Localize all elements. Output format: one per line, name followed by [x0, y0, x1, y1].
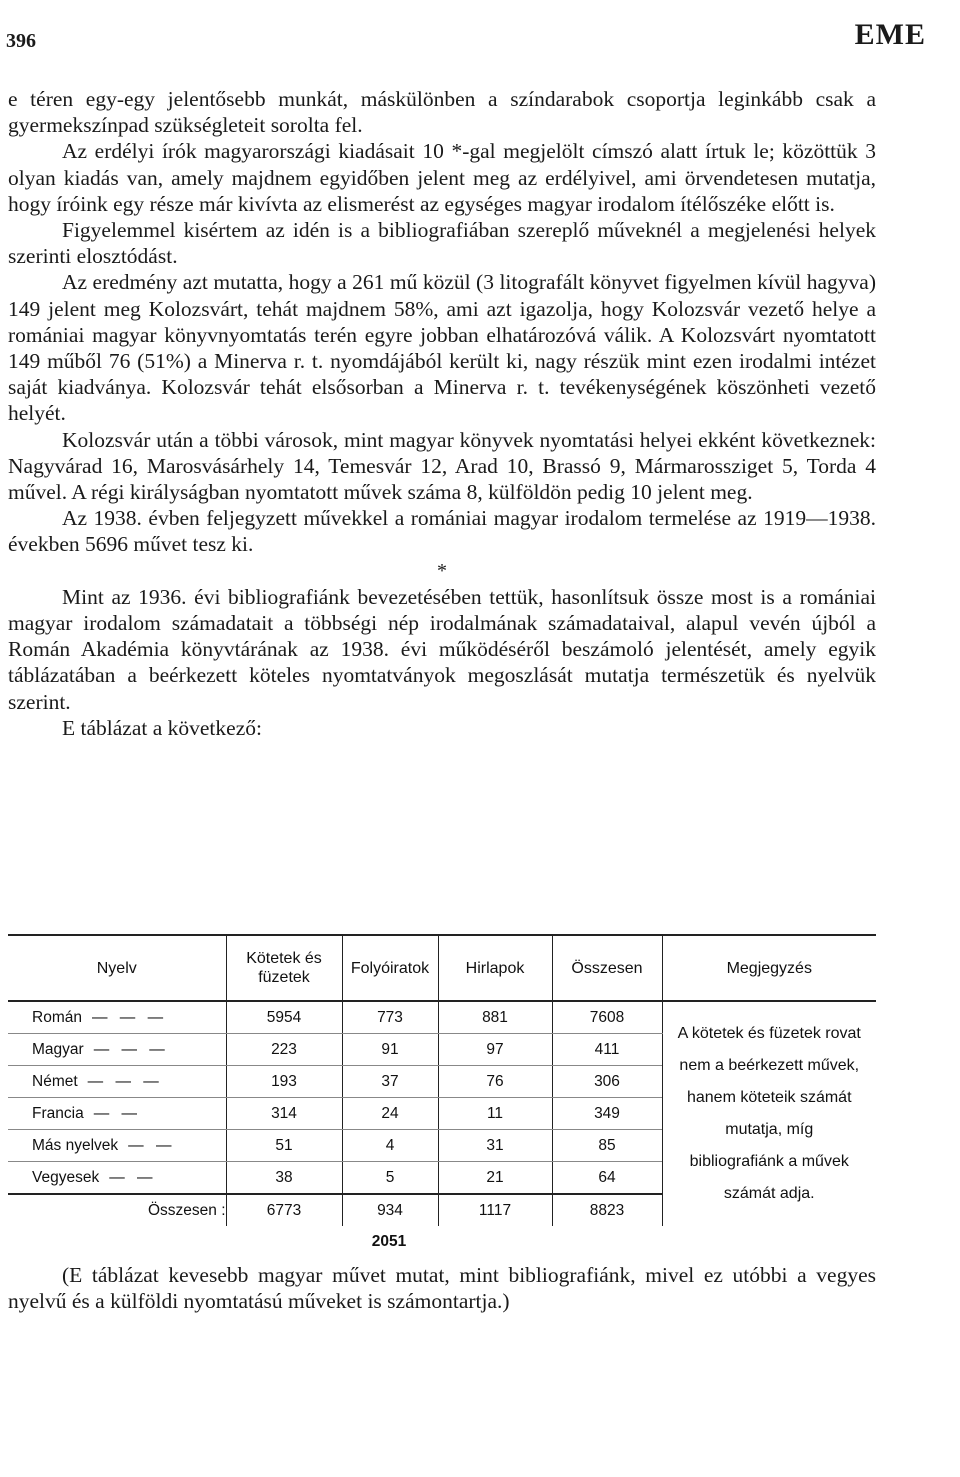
language-cell: [8, 1098, 226, 1130]
paragraph: Kolozsvár után a többi városok, mint magyar könyvek nyomtatási helyei ekként következnek: Nagyvárad 16, Marosvásárhely 14, Temesvár 12, Arad 10, Brassó 9, Mármarossziget 5, Torda 4 művel. A régi királyságban nyomtatott művek száma 8, külföldön pedig 10 jelent meg.: [8, 427, 876, 505]
total-cell: 7608: [552, 1001, 662, 1034]
newspapers-cell: 21: [438, 1162, 552, 1195]
totals-label: Összesen :: [147, 1201, 226, 1219]
column-header-books: Kötetek és füzetek: [226, 935, 342, 1001]
column-header-language: Nyelv: [8, 935, 226, 1001]
books-cell: 5954: [226, 1001, 342, 1034]
paragraph: Mint az 1936. évi bibliografiánk bevezetésében tettük, hasonlítsuk össze most is a romániai magyar irodalom számadatait a többségi nép irodalmának számadataival, alapul vevén újból a Román Akadémia könyvtárának az 1938. évi működéséről beszámoló jelentését, amely egyik táblázatában a beérkezett köteles nyomtatványok megoszlását mutatja természetük és nyelvük szerint.: [8, 584, 876, 714]
column-header-notes: Megjegyzés: [662, 935, 876, 1001]
section-separator: *: [437, 559, 447, 582]
newspapers-cell: 881: [438, 1001, 552, 1034]
newspapers-cell: 11: [438, 1098, 552, 1130]
language-name: Német: [32, 1072, 78, 1090]
periodicals-total: 934: [342, 1194, 438, 1226]
leader-dashes: — —: [109, 1168, 157, 1186]
grand-total-spacer: [552, 1226, 662, 1257]
notes-cell: A kötetek és füzetek rovat nem a beérkezett művek, hanem köteteik számát mutatja, míg bibliografiánk a művek számát adja.: [662, 1001, 876, 1226]
grand-total-spacer: [8, 1226, 226, 1257]
language-name: Francia: [32, 1104, 84, 1122]
periodicals-cell: 24: [342, 1098, 438, 1130]
table-row: [8, 1001, 876, 1034]
paragraph: e téren egy-egy jelentősebb munkát, máskülönben a színdarabok csoportja leginkább csak a gyermekszínpad szükségleteit sorolta fel.: [8, 87, 876, 138]
paragraph: (E táblázat kevesebb magyar művet mutat, mint bibliografiánk, mivel ez utóbbi a vegyes nyelvű és a külföldi nyomtatású műveket is számontartja.): [8, 1263, 876, 1314]
newspapers-cell: 31: [438, 1130, 552, 1162]
paragraph: Az eredmény azt mutatta, hogy a 261 mű közül (3 litografált könyvet figyelmen kívül hagyva) 149 jelent meg Kolozsvárt, tehát majdnem 58%, ami azt igazolja, hogy Kolozsvár vezető helye a romániai magyar könyvnyomtatás terén egyre jobban elhatározóvá válik. A Kolozsvárt nyomtatott 149 műből 76 (51%) a Minerva r. t. nyomdájából került ki, nagy részük mint ezen irodalmi intézet saját kiadványa. Kolozsvár tehát elsősorban a Minerva r. t. tevékenységének köszönheti vezető helyét.: [8, 270, 876, 426]
total-cell: 411: [552, 1034, 662, 1066]
periodicals-cell: 773: [342, 1001, 438, 1034]
language-name: Magyar: [32, 1040, 84, 1058]
column-header-total: Összesen: [552, 935, 662, 1001]
books-cell: 51: [226, 1130, 342, 1162]
page-number: 396: [6, 30, 36, 52]
leader-dashes: — — —: [93, 1040, 169, 1058]
paragraph: Az 1938. évben feljegyzett művekkel a romániai magyar irodalom termelése az 1919—1938. években 5696 művet tesz ki.: [8, 506, 876, 557]
grand-total-row: [8, 1226, 876, 1257]
books-cell: 314: [226, 1098, 342, 1130]
language-cell: [8, 1066, 226, 1098]
books-cell: 38: [226, 1162, 342, 1195]
books-cell: 193: [226, 1066, 342, 1098]
grand-total-cell: 8823: [552, 1194, 662, 1226]
language-cell: [8, 1162, 226, 1195]
books-total: 6773: [226, 1194, 342, 1226]
newspapers-cell: 76: [438, 1066, 552, 1098]
total-cell: 85: [552, 1130, 662, 1162]
language-name: Vegyesek: [32, 1168, 100, 1186]
paragraph: Az erdélyi írók magyarországi kiadásait 10 *-gal megjelölt címszó alatt írtuk le; közöttük 3 olyan kiadás van, amely majdnem egyidőben jelent meg az erdélyivel, ami örvendetesen mutatja, hogy íróink egy része már kivívta az elismerést az egységes magyar irodalom ítélőszéke előtt is.: [8, 139, 876, 216]
leader-dashes: — —: [128, 1136, 176, 1154]
paragraph: Figyelemmel kisértem az idén is a bibliografiában szereplő műveknél a megjelenési helyek szerinti elosztódást.: [8, 218, 876, 269]
total-cell: 306: [552, 1066, 662, 1098]
statistics-table: [8, 934, 876, 1257]
body-text: [8, 86, 876, 741]
paragraph: E táblázat a következő:: [62, 715, 262, 740]
column-header-periodicals: Folyóiratok: [342, 935, 438, 1001]
books-cell: 223: [226, 1034, 342, 1066]
column-header-newspapers: Hirlapok: [438, 935, 552, 1001]
statistics-table-wrapper: [8, 934, 876, 1257]
closing-text: [8, 1262, 876, 1314]
periodicals-cell: 4: [342, 1130, 438, 1162]
table-header-row: [8, 935, 876, 1001]
newspapers-cell: 97: [438, 1034, 552, 1066]
language-cell: [8, 1001, 226, 1034]
leader-dashes: — — —: [91, 1008, 168, 1026]
periodicals-cell: 37: [342, 1066, 438, 1098]
leader-dashes: — —: [93, 1104, 141, 1122]
language-name: Más nyelvek: [32, 1136, 119, 1154]
total-cell: 349: [552, 1098, 662, 1130]
journal-mark: EME: [854, 18, 926, 51]
grand-total: 2051: [371, 1232, 407, 1250]
language-name: Román: [32, 1008, 82, 1026]
total-cell: 64: [552, 1162, 662, 1195]
leader-dashes: — — —: [87, 1072, 163, 1090]
periodicals-cell: 5: [342, 1162, 438, 1195]
periodicals-cell: 91: [342, 1034, 438, 1066]
grand-total-spacer: [662, 1226, 876, 1257]
newspapers-total: 1117: [438, 1194, 552, 1226]
language-cell: [8, 1130, 226, 1162]
language-cell: [8, 1034, 226, 1066]
